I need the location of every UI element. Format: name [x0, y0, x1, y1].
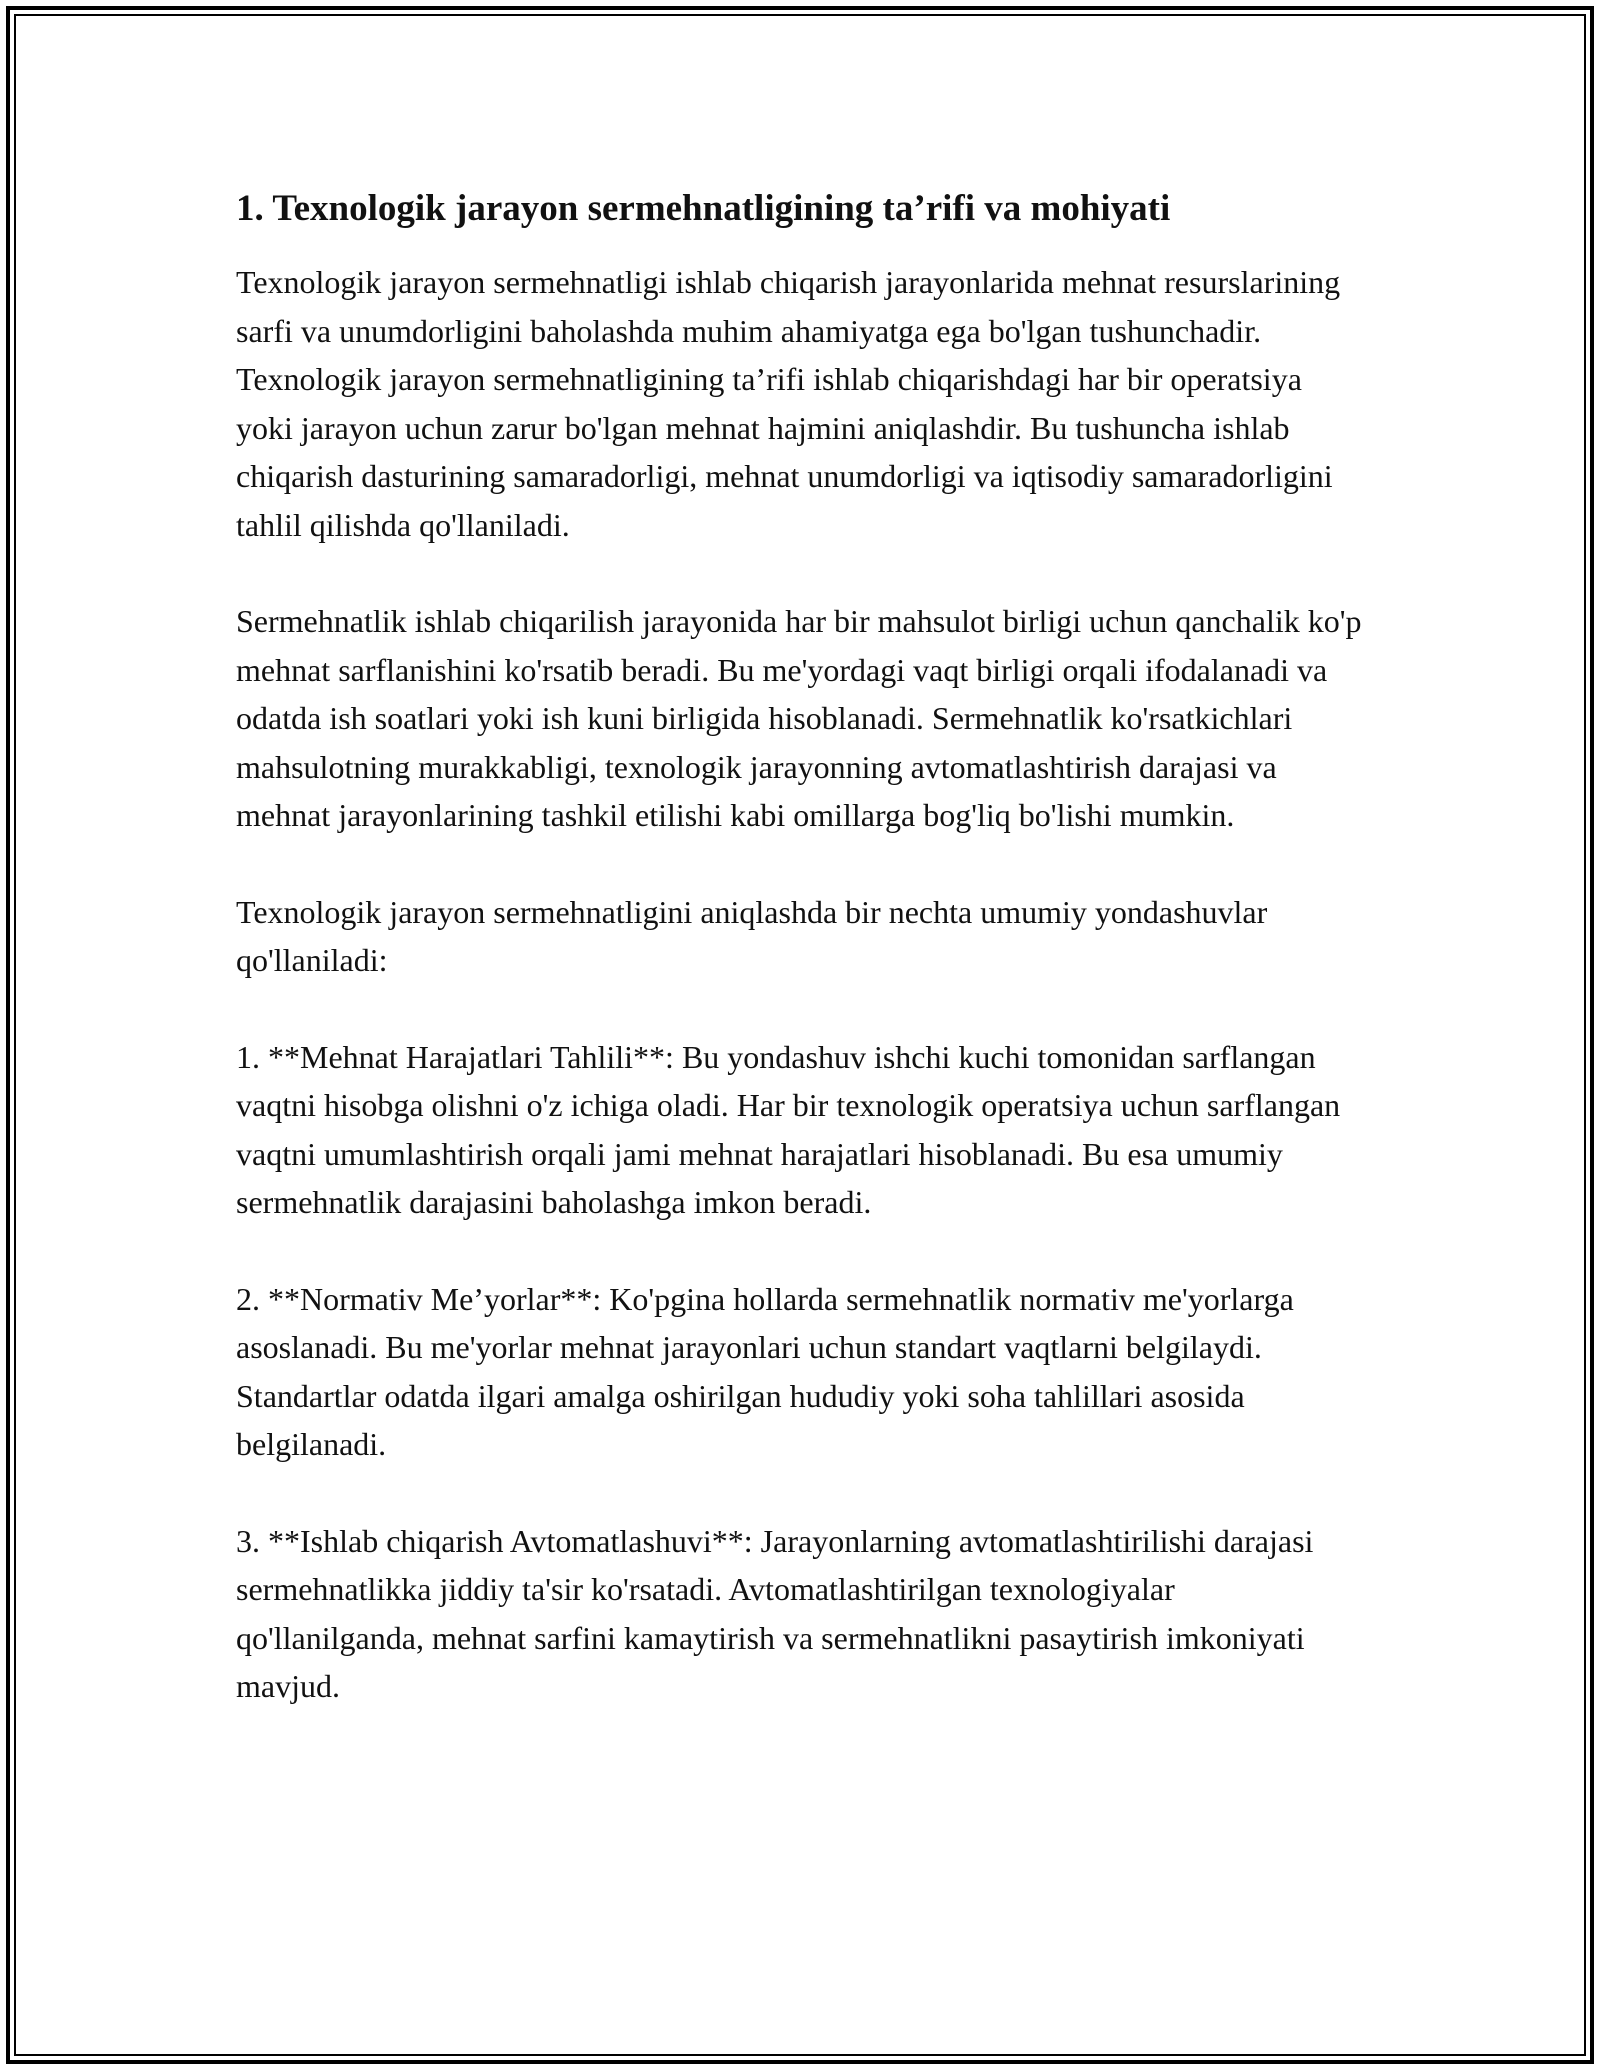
- paragraph-approaches-intro: Texnologik jarayon sermehnatligini aniqlashda bir nechta umumiy yondashuvlar qo'llaniladi:: [236, 893, 1268, 978]
- list-item-labor-cost-analysis: 1. **Mehnat Harajatlari Tahlili**: Bu yondashuv ishchi kuchi tomonidan sarflangan vaqtni hisobga olishni o'z ichiga oladi. Har bir texnologik operatsiya uchun sarflangan vaqtni umumlashtirish orqali jami mehnat harajatlari hisoblanadi. Bu esa umumiy sermehnatlik darajasini baholashga imkon beradi.: [236, 1038, 1341, 1220]
- document-body: [236, 186, 1366, 1711]
- list-item-production-automation: 3. **Ishlab chiqarish Avtomatlashuvi**: Jarayonlarning avtomatlashtirilishi darajasi sermehnatlikka jiddiy ta'sir ko'rsatadi. Avtomatlashtirilgan texnologiyalar qo'llanilganda, mehnat sarfini kamaytirish va sermehnatlikni pasaytirish imkoniyati mavjud.: [236, 1522, 1314, 1704]
- section-heading: 1. Texnologik jarayon sermehnatligining ta’rifi va mohiyati: [236, 188, 1171, 229]
- paragraph-definition: Texnologik jarayon sermehnatligi ishlab chiqarish jarayonlarida mehnat resurslarining sarfi va unumdorligini baholashda muhim ahamiyatga ega bo'lgan tushunchadir. Texnologik jarayon sermehnatligining ta’rifi ishlab chiqarishdagi har bir operatsiya yoki jarayon uchun zarur bo'lgan mehnat hajmini aniqlashdir. Bu tushuncha ishlab chiqarish dasturining samaradorligi, mehnat unumdorligi va iqtisodiy samaradorligini tahlil qilishda qo'llaniladi.: [236, 264, 1341, 543]
- paragraph-labor-intensity: Sermehnatlik ishlab chiqarilish jarayonida har bir mahsulot birligi uchun qanchalik ko'p mehnat sarflanishini ko'rsatib beradi. Bu me'yordagi vaqt birligi orqali ifodalanadi va odatda ish soatlari yoki ish kuni birligida hisoblanadi. Sermehnatlik ko'rsatkichlari mahsulotning murakkabligi, texnologik jarayonning avtomatlashtirish darajasi va mehnat jarayonlarining tashkil etilishi kabi omillarga bog'liq bo'lishi mumkin.: [236, 603, 1362, 833]
- list-item-normative-standards: 2. **Normativ Me’yorlar**: Ko'pgina hollarda sermehnatlik normativ me'yorlarga asoslanadi. Bu me'yorlar mehnat jarayonlari uchun standart vaqtlarni belgilaydi. Standartlar odatda ilgari amalga oshirilgan hududiy yoki soha tahlillari asosida belgilanadi.: [236, 1280, 1294, 1462]
